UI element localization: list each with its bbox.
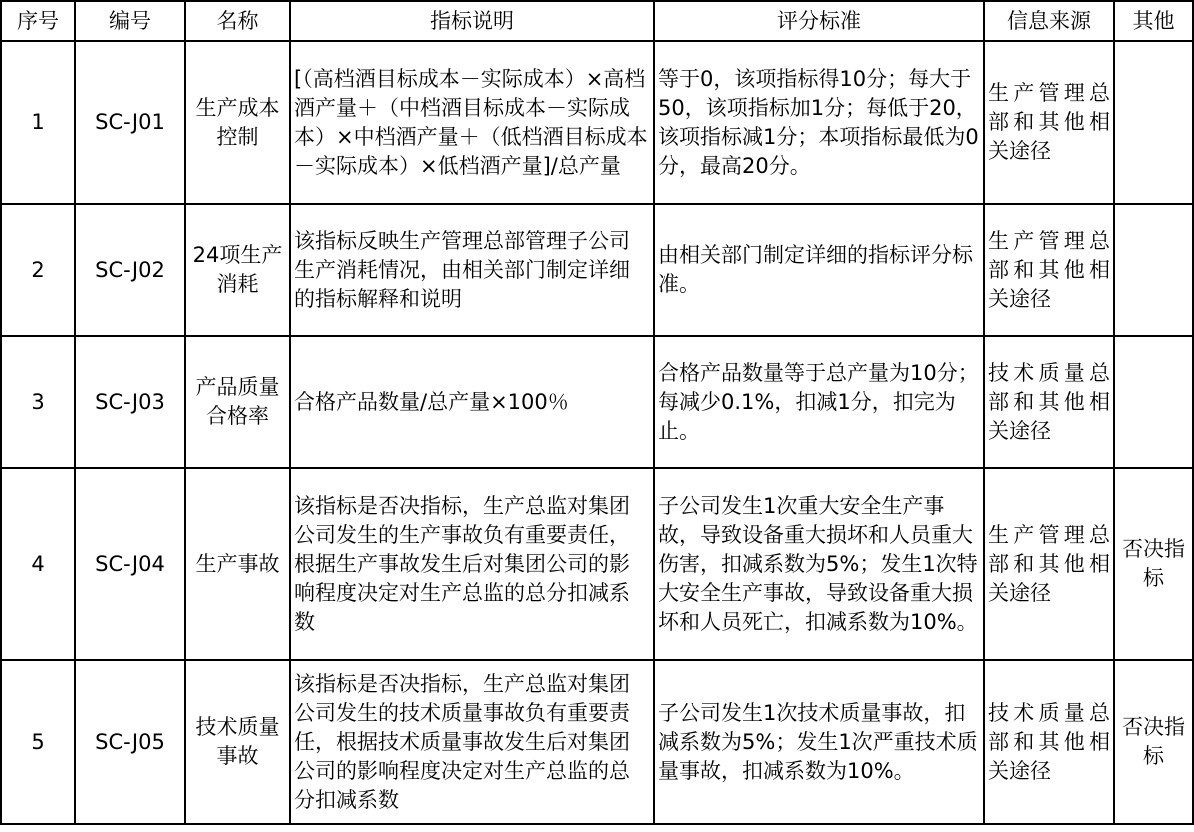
cell-seq: 3 — [1, 336, 75, 468]
header-row — [1, 1, 1193, 41]
cell-criteria: 子公司发生1次重大安全生产事故，导致设备重大损坏和人员重大伤害，扣减系数为5%；发生1次特大安全生产事故，导致设备重大损坏和人员死亡，扣减系数为10%。 — [654, 468, 984, 660]
cell-code: SC-J01 — [75, 41, 185, 204]
cell-other — [1114, 336, 1193, 468]
cell-seq: 1 — [1, 41, 75, 204]
cell-code: SC-J05 — [75, 660, 185, 824]
table-row — [1, 204, 1193, 336]
header-other: 其他 — [1114, 1, 1193, 41]
table-row — [1, 41, 1193, 204]
cell-name: 生产事故 — [185, 468, 290, 660]
cell-source: 生产管理总部和其他相关途径 — [984, 468, 1114, 660]
cell-other — [1114, 204, 1193, 336]
header-code: 编号 — [75, 1, 185, 41]
cell-criteria: 等于0，该项指标得10分；每大于50，该项指标加1分；每低于20，该项指标减1分；本项指标最低为0分，最高20分。 — [654, 41, 984, 204]
header-name: 名称 — [185, 1, 290, 41]
cell-description: 该指标是否决指标，生产总监对集团公司发生的生产事故负有重要责任，根据生产事故发生后对集团公司的影响程度决定对生产总监的总分扣减系数 — [290, 468, 654, 660]
cell-other: 否决指标 — [1114, 660, 1193, 824]
cell-other: 否决指标 — [1114, 468, 1193, 660]
cell-seq: 5 — [1, 660, 75, 824]
cell-source: 生产管理总部和其他相关途径 — [984, 204, 1114, 336]
cell-description: 该指标反映生产管理总部管理子公司生产消耗情况，由相关部门制定详细的指标解释和说明 — [290, 204, 654, 336]
header-description: 指标说明 — [290, 1, 654, 41]
table-row — [1, 336, 1193, 468]
cell-code: SC-J02 — [75, 204, 185, 336]
cell-source: 生产管理总部和其他相关途径 — [984, 41, 1114, 204]
header-seq: 序号 — [1, 1, 75, 41]
cell-description: 该指标是否决指标，生产总监对集团公司发生的技术质量事故负有重要责任，根据技术质量事故发生后对集团公司的影响程度决定对生产总监的总分扣减系数 — [290, 660, 654, 824]
cell-criteria: 合格产品数量等于总产量为10分；每减少0.1%，扣减1分，扣完为止。 — [654, 336, 984, 468]
cell-criteria: 由相关部门制定详细的指标评分标准。 — [654, 204, 984, 336]
cell-seq: 2 — [1, 204, 75, 336]
cell-name: 24项生产消耗 — [185, 204, 290, 336]
cell-name: 产品质量合格率 — [185, 336, 290, 468]
cell-source: 技术质量总部和其他相关途径 — [984, 336, 1114, 468]
cell-criteria: 子公司发生1次技术质量事故，扣减系数为5%；发生1次严重技术质量事故，扣减系数为10%。 — [654, 660, 984, 824]
cell-name: 生产成本控制 — [185, 41, 290, 204]
cell-description: 合格产品数量/总产量×100％ — [290, 336, 654, 468]
table-row — [1, 660, 1193, 824]
table-row — [1, 468, 1193, 660]
cell-code: SC-J04 — [75, 468, 185, 660]
cell-name: 技术质量事故 — [185, 660, 290, 824]
cell-source: 技术质量总部和其他相关途径 — [984, 660, 1114, 824]
header-criteria: 评分标准 — [654, 1, 984, 41]
header-source: 信息来源 — [984, 1, 1114, 41]
cell-other — [1114, 41, 1193, 204]
cell-seq: 4 — [1, 468, 75, 660]
cell-description: [（高档酒目标成本－实际成本）×高档酒产量＋（中档酒目标成本－实际成本）×中档酒产量＋（低档酒目标成本－实际成本）×低档酒产量]/总产量 — [290, 41, 654, 204]
cell-code: SC-J03 — [75, 336, 185, 468]
